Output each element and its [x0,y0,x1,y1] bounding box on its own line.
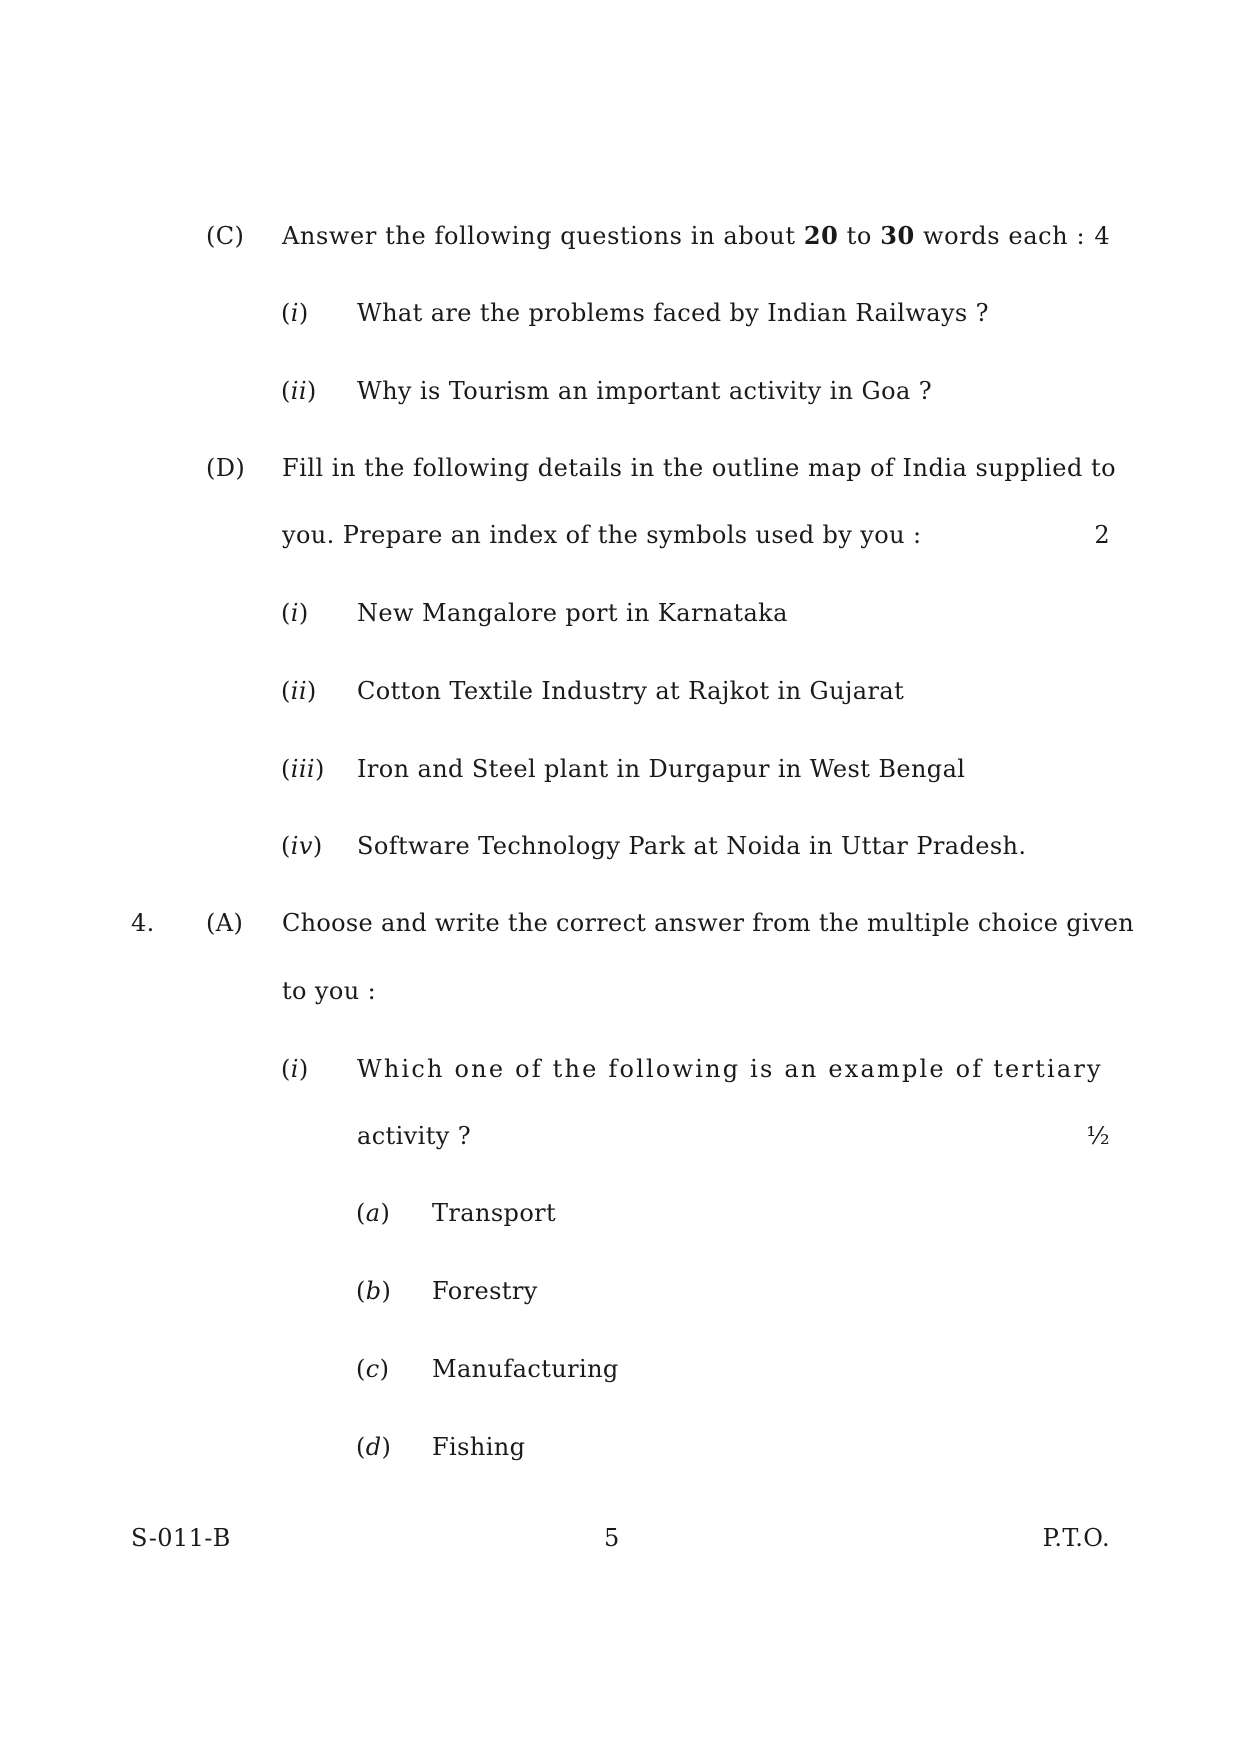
section-d-label: (D) [206,454,246,482]
question-4-number: 4. [131,909,155,937]
option-text: Manufacturing [432,1355,619,1383]
item-text: Cotton Textile Industry at Rajkot in Gujarat [357,677,905,705]
question-number: (ii) [281,377,317,405]
section-4a-instruction-line1: Choose and write the correct answer from the multiple choice given [282,909,1134,937]
option-a [0,1197,1240,1229]
section-4a-instruction-row2 [0,975,1240,1007]
section-d-instruction-line1: Fill in the following details in the outline map of India supplied to [282,454,1117,482]
option-d [0,1431,1240,1463]
section-d-instruction-line2: you. Prepare an index of the symbols used by you : [282,521,922,549]
item-text: New Mangalore port in Karnataka [357,599,788,627]
mcq-marks: ½ [1086,1122,1110,1150]
item-number: (iv) [281,832,323,860]
paper-code: S-011-B [131,1524,231,1552]
option-text: Forestry [432,1277,538,1305]
section-d-instruction-row2 [0,519,1240,551]
section-4a-instruction-line2: to you : [282,977,377,1005]
option-letter: (d) [356,1433,392,1461]
map-item-i [0,597,1240,629]
section-c-marks: 4 [1094,222,1110,250]
option-letter: (a) [356,1199,391,1227]
option-text: Transport [432,1199,557,1227]
section-c-instruction: Answer the following questions in about 20 to 30 words each : [282,221,1086,250]
question-c-ii [0,375,1240,407]
map-item-iv [0,830,1240,862]
option-letter: (c) [356,1355,390,1383]
question-number: (i) [281,299,309,327]
item-number: (ii) [281,677,317,705]
section-c-header [0,220,1240,252]
section-c-label: (C) [206,222,245,250]
question-text: Why is Tourism an important activity in Goa ? [357,377,932,405]
question-4-header [0,907,1240,939]
map-item-iii [0,753,1240,785]
option-c [0,1353,1240,1385]
map-item-ii [0,675,1240,707]
question-text: What are the problems faced by Indian Railways ? [357,299,989,327]
item-number: (iii) [281,755,325,783]
item-number: (i) [281,599,309,627]
mcq-i-row2 [0,1120,1240,1152]
item-text: Software Technology Park at Noida in Uttar Pradesh. [357,832,1027,860]
mcq-number: (i) [281,1055,309,1083]
question-c-i [0,297,1240,329]
option-b [0,1275,1240,1307]
page-number: 5 [604,1524,620,1552]
section-d-header [0,452,1240,484]
option-text: Fishing [432,1433,526,1461]
item-text: Iron and Steel plant in Durgapur in West Bengal [357,755,966,783]
section-d-marks: 2 [1094,521,1110,549]
option-letter: (b) [356,1277,392,1305]
section-4a-label: (A) [206,909,244,937]
mcq-text-line2: activity ? [357,1122,472,1150]
mcq-text-line1: Which one of the following is an example of tertiary [357,1055,1103,1083]
mcq-i-row1 [0,1053,1240,1085]
pto-text: P.T.O. [1042,1524,1110,1552]
